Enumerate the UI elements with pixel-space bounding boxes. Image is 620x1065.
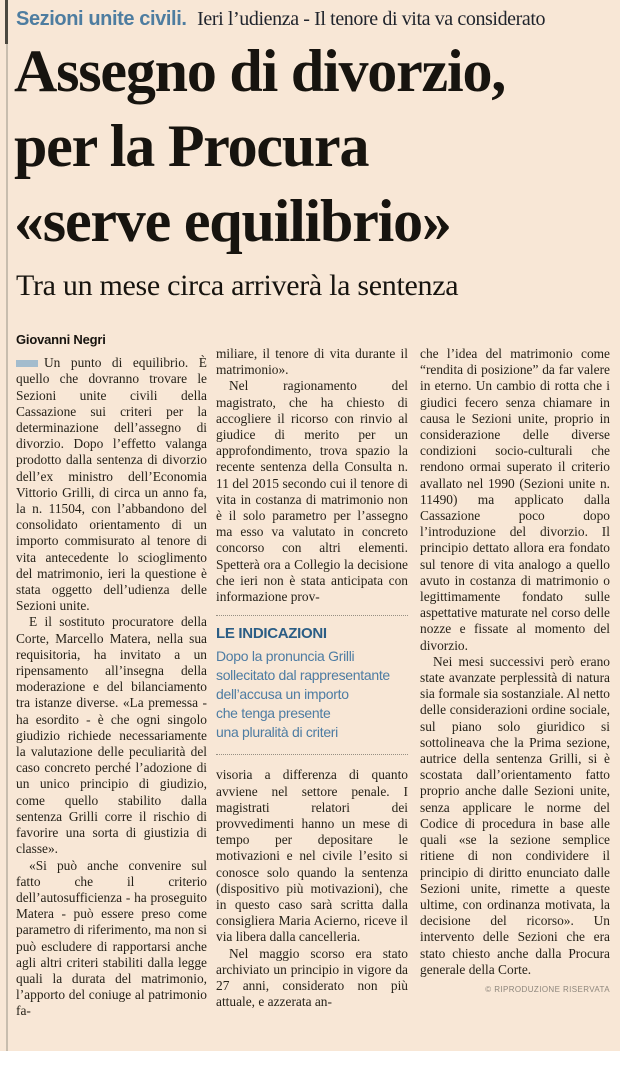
indications-box-title: LE INDICAZIONI xyxy=(216,625,327,643)
paragraph: Nel maggio scorso era stato archiviato un principio in vigore da 27 anni, considerato non più attuale, e azzerata an- xyxy=(216,945,408,1010)
paragraph: che l’idea del matrimonio come “rendita di posizione” da far valere in eterno. Un cambio di rotta che i giudici fecero senza chiamare in causa le Sezioni unite, proprio in considerazione delle diverse condizioni socio-culturali che rendono ormai superato il criterio avallato nel 1990 (Sezioni unite n. 11490) ma applicato dalla Cassazione poco dopo l’introduzione del divorzio. Il principio dettato allora era fondato sul tenore di vita analogo a quello avuto in costanza di matrimonio o legittimamente fondato sulle aspettative maturate nel corso delle nozze e fissate al momento del divorzio. xyxy=(420,346,610,653)
indications-box-line: sollecitato dal rappresentante xyxy=(216,667,390,684)
box-divider-top xyxy=(216,615,408,616)
paragraph: «Si può anche convenire sul fatto che il criterio dell’autosufficienza - ha proseguito Matera - può essere preso come parametro di riferimento, ma non si può escludere di rapportarsi anche agli altri criteri stabiliti dalla legge quali la durata del matrimonio, l’apporto del coniuge al patrimonio fa- xyxy=(16,857,207,1019)
box-divider-bottom xyxy=(216,754,408,755)
article-column-1 xyxy=(16,332,207,1051)
headline-line-1: Assegno di divorzio, xyxy=(14,38,506,104)
left-column-rule-top xyxy=(5,0,8,44)
indications-box-line: una pluralità di criteri xyxy=(216,724,338,741)
article-column-2 xyxy=(216,332,408,1065)
indications-box-line: che tenga presente xyxy=(216,705,331,722)
subheadline: Tra un mese circa arriverà la sentenza xyxy=(16,269,459,302)
kicker-subtitle: Ieri l’udienza - Il tenore di vita va considerato xyxy=(197,8,546,30)
paragraph: Nel ragionamento del magistrato, che ha chiesto di accogliere il ricorso con rinvio al giudice di merito per un approfondimento, trova spazio la recente sentenza della Consulta n. 11 del 2015 secondo cui il tenore di vita in costanza di matrimonio non è il solo parametro per l’assegno ma esso va valutato in concreto concorso con altri elementi. Spetterà ora a Collegio la decisione che ieri non è stata anticipata con informazione prov- xyxy=(216,378,408,605)
copyright-notice: © RIPRODUZIONE RISERVATA xyxy=(485,984,610,994)
kicker-section-label: Sezioni unite civili. xyxy=(16,8,187,30)
paragraph: E il sostituto procuratore della Corte, Marcello Matera, nella sua requisitoria, ha invitato a un ripensamento all’insegna della moderazione e del bilanciamento tra istanze diverse. «La premessa - ha esordito - è che ogni singolo giudizio richiede necessariamente la valutazione delle peculiarità del caso concreto perché l’adozione di un unico principio di giudizio, come quello stabilito dalla sentenza Grilli corre il rischio di favorire una sorta di giustizia di classe». xyxy=(16,614,207,857)
headline xyxy=(14,34,614,259)
left-column-rule xyxy=(6,0,8,1051)
indications-box xyxy=(216,626,408,742)
paragraph-text: Un punto di equilibrio. È quello che dovranno trovare le Sezioni unite civili della Cassazione sui criteri per la determinazione dell’assegno di divorzio. Dopo l’effetto valanga prodotto dalla sentenza di divorzio dell’ex ministro dell’Economia Vittorio Grilli, di circa un anno fa, la n. 11504, con l’abbandono del consolidato orientamento di un importo commisurato al tenore di vita antecedente lo scioglimento del matrimonio, ieri la questione è stata oggetto dell’udienza delle Sezioni unite. xyxy=(16,355,207,614)
paragraph xyxy=(16,355,207,614)
paragraph: visoria a differenza di quanto avviene nel settore penale. I magistrati relatori dei provvedimenti hanno un mese di tempo per depositare le motivazioni e nel civile l’esito si conosce solo quando la sentenza (dispositivo più motivazioni), che in questo caso sarà scritta dalla consigliera Maria Acierno, riceve il via libera dalla cancelleria. xyxy=(216,767,408,945)
paragraph: Nei mesi successivi però erano state avanzate perplessità di natura sia formale sia sostanziale. Al netto delle considerazioni ordine sociale, sul piano solo giuridico si sottolineava che la Prima sezione, autrice della sentenza Grilli, si è scostata dall’orientamento fatto proprio anche dalle Sezioni unite, senza applicare le norme del Codice di procedura in base alle quali «se la sezione semplice ritiene di non condividere il principio di diritto enunciato dalle Sezioni unite, rimette a queste ultime, con ordinanza motivata, la decisione del ricorso». Un intervento delle Sezioni che era stato chiesto anche dalla Procura generale della Corte. xyxy=(420,653,610,977)
paragraph-lead-marker-icon xyxy=(16,360,38,367)
kicker xyxy=(16,8,614,31)
indications-box-line: Dopo la pronuncia Grilli xyxy=(216,648,355,665)
byline-author: Giovanni Negri xyxy=(16,332,106,347)
headline-line-2: per la Procura xyxy=(14,113,369,179)
indications-box-line: dell’accusa un importo xyxy=(216,686,349,703)
article-column-3 xyxy=(420,332,610,1065)
headline-line-3: «serve equilibrio» xyxy=(14,188,451,254)
paragraph: miliare, il tenore di vita durante il matrimonio». xyxy=(216,346,408,378)
